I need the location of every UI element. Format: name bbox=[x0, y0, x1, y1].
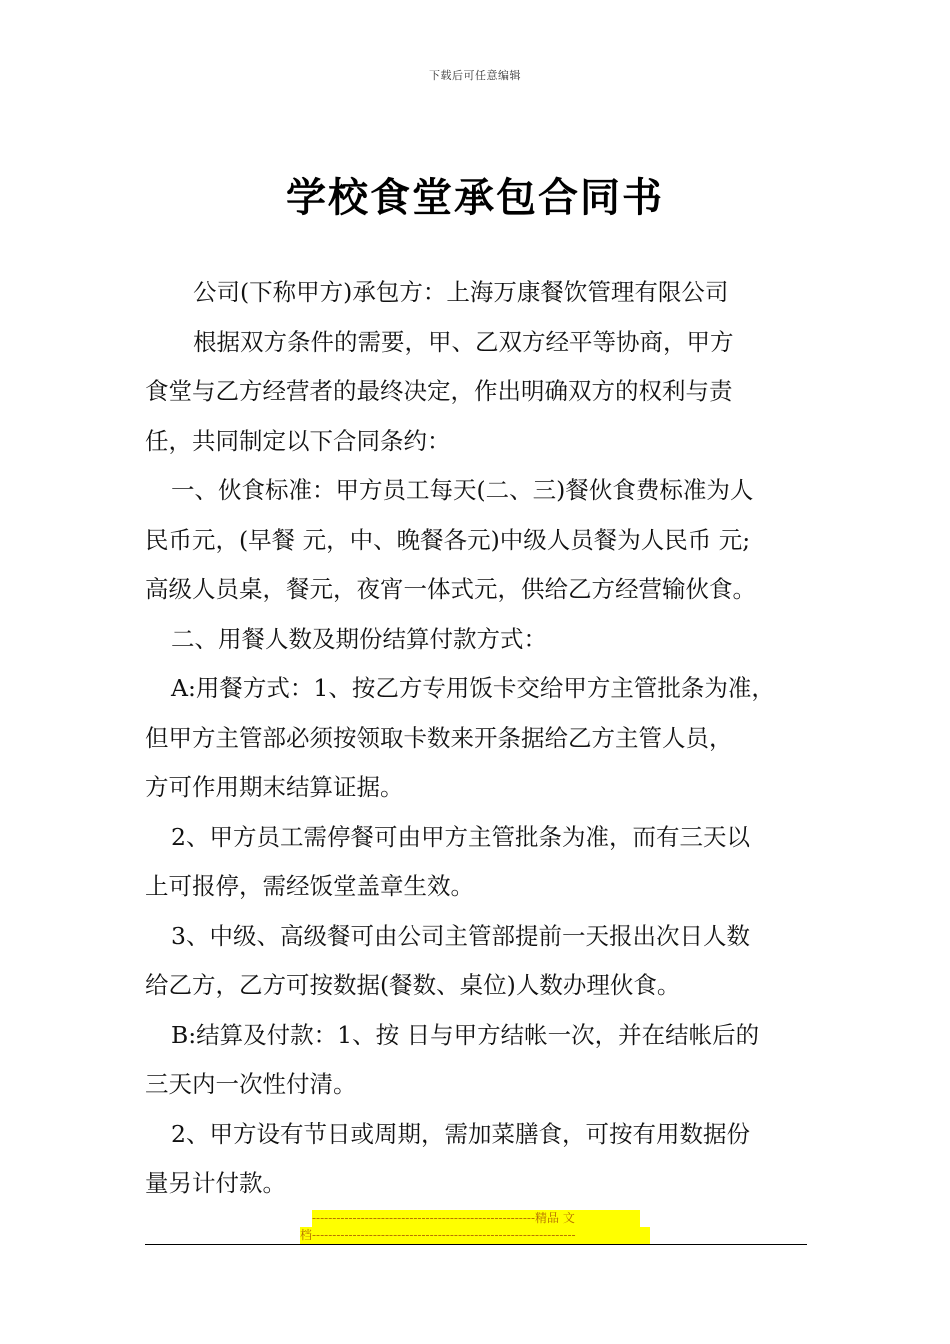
paragraph-parties: 公司(下称甲方)承包方：上海万康餐饮管理有限公司 bbox=[193, 278, 729, 306]
clause-2-heading: 二、用餐人数及期份结算付款方式： bbox=[171, 624, 547, 653]
footer-banner bbox=[300, 1210, 652, 1244]
clause-2b2-line2: 量另计付款。 bbox=[145, 1169, 286, 1197]
header-note: 下载后可任意编辑 bbox=[429, 69, 521, 82]
clause-1-line3: 高级人员桌，餐元，夜宵一体式元，供给乙方经营输伙食。 bbox=[145, 575, 756, 603]
clause-2b2-line1: 2、甲方设有节日或周期，需加菜膳食，可按有用数据份 bbox=[171, 1119, 750, 1148]
document-title: 学校食堂承包合同书 bbox=[286, 174, 664, 221]
clause-2b-line1: B:结算及付款：1、按 日与甲方结帐一次，并在结帐后的 bbox=[171, 1020, 760, 1049]
clause-2a2-line2: 上可报停，需经饭堂盖章生效。 bbox=[145, 872, 474, 900]
clause-2a-line3: 方可作用期末结算证据。 bbox=[145, 773, 404, 801]
footer-banner-line1: -------------------------------------------------------精品 文 bbox=[312, 1210, 640, 1227]
paragraph-preamble-line1: 根据双方条件的需要，甲、乙双方经平等协商，甲方 bbox=[193, 327, 734, 356]
clause-2b-line2: 三天内一次性付清。 bbox=[145, 1070, 357, 1098]
clause-1-line2: 民币元，(早餐 元，中、晚餐各元)中级人员餐为人民币 元; bbox=[145, 525, 751, 554]
paragraph-preamble-line3: 任，共同制定以下合同条约： bbox=[145, 426, 451, 455]
clause-2a3-line1: 3、中级、高级餐可由公司主管部提前一天报出次日人数 bbox=[171, 921, 750, 950]
clause-2a3-line2: 给乙方，乙方可按数据(餐数、桌位)人数办理伙食。 bbox=[145, 971, 681, 999]
document-body bbox=[145, 268, 825, 1209]
clause-2a2-line1: 2、甲方员工需停餐可由甲方主管批条为准，而有三天以 bbox=[171, 822, 750, 851]
footer-banner-line2: 档----------------------------------------------------------------- bbox=[300, 1227, 650, 1244]
clause-2a-line1: A:用餐方式：1、按乙方专用饭卡交给甲方主管批条为准， bbox=[171, 674, 775, 702]
clause-2a-line2: 但甲方主管部必须按领取卡数来开条据给乙方主管人员， bbox=[145, 723, 733, 752]
clause-1-line1: 一、伙食标准：甲方员工每天(二、三)餐伙食费标准为人 bbox=[171, 476, 754, 504]
paragraph-preamble-line2: 食堂与乙方经营者的最终决定，作出明确双方的权利与责 bbox=[145, 377, 733, 405]
footer-divider bbox=[145, 1244, 807, 1245]
